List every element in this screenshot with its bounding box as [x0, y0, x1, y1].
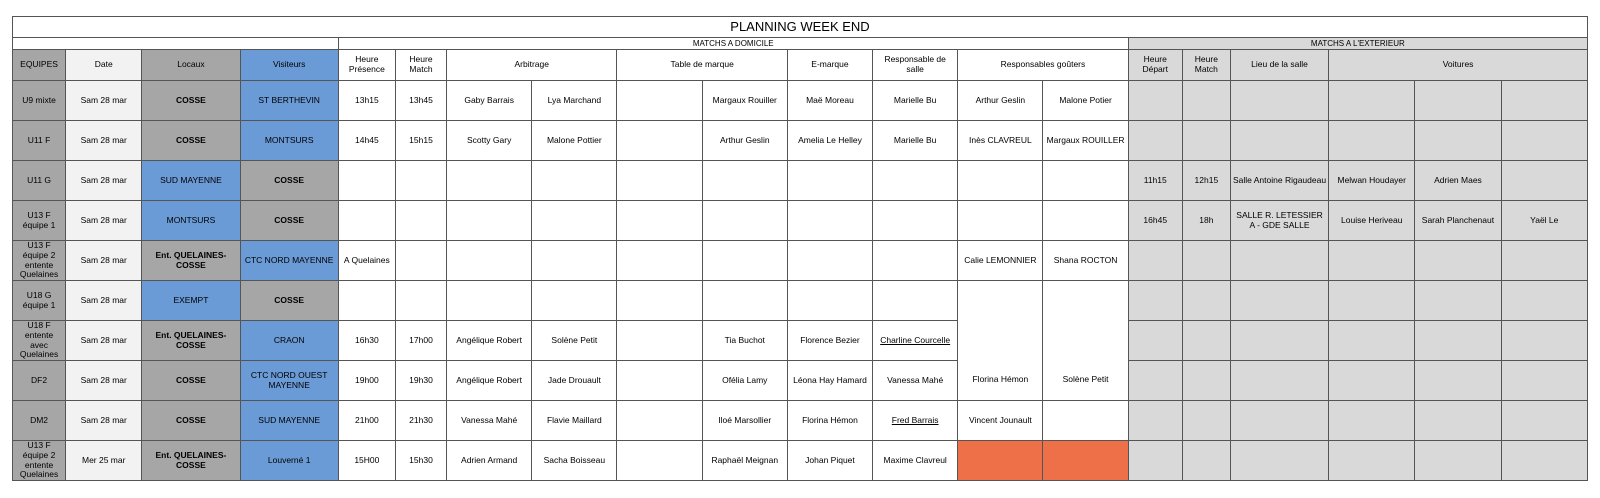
cell-table-marque-1 [617, 201, 702, 241]
cell-table-marque-2: Tia Buchot [702, 321, 787, 361]
cell-arbitre-2 [532, 201, 617, 241]
cell-gouter-2: Shana ROCTON [1043, 241, 1128, 281]
cell-heure-match: 13h45 [395, 81, 446, 121]
cell-date: Sam 28 mar [66, 121, 142, 161]
table-row [13, 241, 1588, 281]
cell-voiture-3 [1501, 241, 1587, 281]
cell-heure-match-ext [1182, 401, 1230, 441]
cell-gouter-2 [1043, 201, 1128, 241]
cell-visiteurs: MONTSURS [240, 121, 338, 161]
cell-heure-depart [1128, 121, 1182, 161]
cell-e-marque: Johan Piquet [787, 441, 872, 481]
cell-date: Sam 28 mar [66, 161, 142, 201]
cell-gouter-1: Calie LEMONNIER [958, 241, 1043, 281]
cell-arbitre-1: Angélique Robert [447, 321, 532, 361]
header-locaux: Locaux [142, 50, 240, 81]
cell-heure-depart [1128, 401, 1182, 441]
cell-table-marque-1 [617, 241, 702, 281]
header-e-marque: E-marque [787, 50, 872, 81]
cell-table-marque-1 [617, 81, 702, 121]
cell-voiture-3 [1501, 401, 1587, 441]
cell-voiture-1 [1329, 321, 1415, 361]
cell-responsable-salle: Fred Barrais [873, 401, 958, 441]
section-blank [13, 38, 339, 50]
cell-arbitre-1 [447, 201, 532, 241]
cell-responsable-salle: Marielle Bu [873, 121, 958, 161]
cell-table-marque-2 [702, 201, 787, 241]
cell-heure-depart [1128, 361, 1182, 401]
header-equipes: EQUIPES [13, 50, 66, 81]
planning-table [12, 16, 1588, 481]
cell-date: Sam 28 mar [66, 321, 142, 361]
cell-date: Sam 28 mar [66, 201, 142, 241]
cell-arbitre-1: Angélique Robert [447, 361, 532, 401]
cell-gouter-1 [958, 201, 1043, 241]
cell-responsable-salle: Charline Courcelle [873, 321, 958, 361]
cell-gouter-1: Inès CLAVREUL [958, 121, 1043, 161]
cell-heure-match-ext [1182, 441, 1230, 481]
header-table-de-marque: Table de marque [617, 50, 787, 81]
cell-visiteurs: COSSE [240, 281, 338, 321]
cell-heure-match-ext: 12h15 [1182, 161, 1230, 201]
cell-responsable-salle [873, 161, 958, 201]
cell-gouter-2 [1043, 321, 1128, 361]
table-row [13, 441, 1588, 481]
cell-heure-presence: 16h30 [338, 321, 395, 361]
cell-heure-match-ext [1182, 361, 1230, 401]
cell-heure-match [395, 201, 446, 241]
cell-date: Mer 25 mar [66, 441, 142, 481]
cell-responsable-salle [873, 201, 958, 241]
cell-gouter-1 [958, 161, 1043, 201]
cell-table-marque-2: Ofélia Lamy [702, 361, 787, 401]
cell-table-marque-2: Margaux Rouiller [702, 81, 787, 121]
cell-heure-match: 17h00 [395, 321, 446, 361]
cell-date: Sam 28 mar [66, 241, 142, 281]
cell-heure-presence [338, 281, 395, 321]
cell-voiture-1 [1329, 281, 1415, 321]
header-heure-match-ext: Heure Match [1182, 50, 1230, 81]
cell-heure-presence: 13h15 [338, 81, 395, 121]
cell-heure-match: 19h30 [395, 361, 446, 401]
cell-visiteurs: CTC NORD MAYENNE [240, 241, 338, 281]
cell-responsable-salle: Maxime Clavreul [873, 441, 958, 481]
header-visiteurs: Visiteurs [240, 50, 338, 81]
cell-gouter-2: Solène Petit [1043, 361, 1128, 401]
cell-heure-match-ext [1182, 121, 1230, 161]
header-heure-match: Heure Match [395, 50, 446, 81]
cell-voiture-3: Yaël Le [1501, 201, 1587, 241]
cell-heure-presence: 19h00 [338, 361, 395, 401]
cell-locaux: Ent. QUELAINES-COSSE [142, 241, 240, 281]
cell-equipe: U13 F équipe 1 [13, 201, 66, 241]
cell-gouter-2 [1043, 441, 1128, 481]
cell-date: Sam 28 mar [66, 361, 142, 401]
header-arbitrage: Arbitrage [447, 50, 617, 81]
cell-voiture-2 [1415, 121, 1501, 161]
cell-gouter-2: Malone Potier [1043, 81, 1128, 121]
cell-gouter-2 [1043, 281, 1128, 321]
table-row [13, 161, 1588, 201]
cell-heure-depart [1128, 241, 1182, 281]
cell-equipe: U11 F [13, 121, 66, 161]
cell-heure-depart: 16h45 [1128, 201, 1182, 241]
cell-gouter-1 [958, 281, 1043, 321]
cell-heure-presence: 15H00 [338, 441, 395, 481]
cell-lieu-salle [1230, 81, 1328, 121]
cell-table-marque-2 [702, 161, 787, 201]
cell-locaux: COSSE [142, 121, 240, 161]
cell-voiture-1: Melwan Houdayer [1329, 161, 1415, 201]
cell-voiture-1 [1329, 441, 1415, 481]
cell-gouter-1: Florina Hémon [958, 361, 1043, 401]
cell-responsable-salle: Vanessa Mahé [873, 361, 958, 401]
cell-arbitre-2: Malone Pottier [532, 121, 617, 161]
table-row [13, 361, 1588, 401]
cell-arbitre-1 [447, 241, 532, 281]
page-title: PLANNING WEEK END [13, 17, 1588, 38]
cell-locaux: EXEMPT [142, 281, 240, 321]
cell-voiture-1 [1329, 241, 1415, 281]
cell-arbitre-2 [532, 241, 617, 281]
cell-table-marque-2 [702, 281, 787, 321]
cell-voiture-1 [1329, 361, 1415, 401]
cell-heure-match-ext: 18h [1182, 201, 1230, 241]
cell-arbitre-2: Solène Petit [532, 321, 617, 361]
cell-equipe: U13 F équipe 2 entente Quelaines [13, 241, 66, 281]
cell-voiture-3 [1501, 441, 1587, 481]
cell-arbitre-2: Jade Drouault [532, 361, 617, 401]
table-row [13, 281, 1588, 321]
cell-equipe: U18 G équipe 1 [13, 281, 66, 321]
cell-heure-match-ext [1182, 241, 1230, 281]
cell-equipe: U9 mixte [13, 81, 66, 121]
cell-table-marque-1 [617, 121, 702, 161]
cell-voiture-2 [1415, 321, 1501, 361]
cell-arbitre-2 [532, 161, 617, 201]
header-heure-depart: Heure Départ [1128, 50, 1182, 81]
cell-voiture-3 [1501, 361, 1587, 401]
cell-e-marque: Maë Moreau [787, 81, 872, 121]
cell-voiture-1 [1329, 121, 1415, 161]
cell-heure-presence [338, 161, 395, 201]
cell-arbitre-1: Scotty Gary [447, 121, 532, 161]
cell-voiture-1 [1329, 81, 1415, 121]
cell-table-marque-1 [617, 361, 702, 401]
cell-e-marque [787, 241, 872, 281]
cell-voiture-2 [1415, 361, 1501, 401]
cell-heure-presence: 14h45 [338, 121, 395, 161]
cell-table-marque-1 [617, 401, 702, 441]
cell-locaux: SUD MAYENNE [142, 161, 240, 201]
cell-date: Sam 28 mar [66, 81, 142, 121]
cell-lieu-salle: SALLE R. LETESSIER A - GDE SALLE [1230, 201, 1328, 241]
cell-arbitre-2: Lya Marchand [532, 81, 617, 121]
cell-e-marque: Amelia Le Helley [787, 121, 872, 161]
cell-locaux: COSSE [142, 81, 240, 121]
cell-locaux: Ent. QUELAINES-COSSE [142, 441, 240, 481]
cell-table-marque-2: Iloé Marsollier [702, 401, 787, 441]
cell-visiteurs: ST BERTHEVIN [240, 81, 338, 121]
cell-e-marque: Florence Bezier [787, 321, 872, 361]
header-responsable-salle: Responsable de salle [873, 50, 958, 81]
cell-arbitre-2: Sacha Boisseau [532, 441, 617, 481]
cell-voiture-2: Adrien Maes [1415, 161, 1501, 201]
cell-equipe: U11 G [13, 161, 66, 201]
cell-gouter-2 [1043, 401, 1128, 441]
cell-lieu-salle [1230, 241, 1328, 281]
cell-lieu-salle [1230, 361, 1328, 401]
cell-table-marque-2: Arthur Geslin [702, 121, 787, 161]
cell-heure-presence: A Quelaines [338, 241, 395, 281]
cell-voiture-2 [1415, 81, 1501, 121]
cell-lieu-salle: Salle Antoine Rigaudeau [1230, 161, 1328, 201]
cell-equipe: DM2 [13, 401, 66, 441]
cell-e-marque: Léona Hay Hamard [787, 361, 872, 401]
cell-heure-match: 15h15 [395, 121, 446, 161]
cell-visiteurs: COSSE [240, 201, 338, 241]
cell-heure-depart [1128, 81, 1182, 121]
cell-arbitre-1: Adrien Armand [447, 441, 532, 481]
cell-voiture-2 [1415, 441, 1501, 481]
cell-table-marque-2 [702, 241, 787, 281]
section-home-matches: MATCHS A DOMICILE [338, 38, 1128, 50]
cell-locaux: COSSE [142, 401, 240, 441]
header-responsables-gouters: Responsables goûters [958, 50, 1128, 81]
cell-responsable-salle [873, 241, 958, 281]
cell-arbitre-1 [447, 281, 532, 321]
cell-table-marque-2: Raphaël Meignan [702, 441, 787, 481]
cell-voiture-2 [1415, 401, 1501, 441]
cell-arbitre-1: Gaby Barrais [447, 81, 532, 121]
cell-heure-presence: 21h00 [338, 401, 395, 441]
cell-visiteurs: CRAON [240, 321, 338, 361]
cell-heure-depart: 11h15 [1128, 161, 1182, 201]
cell-lieu-salle [1230, 281, 1328, 321]
cell-lieu-salle [1230, 401, 1328, 441]
cell-responsable-salle [873, 281, 958, 321]
cell-voiture-1 [1329, 401, 1415, 441]
cell-heure-match-ext [1182, 321, 1230, 361]
header-heure-presence: Heure Présence [338, 50, 395, 81]
cell-gouter-1: Vincent Jounault [958, 401, 1043, 441]
cell-e-marque [787, 201, 872, 241]
cell-equipe: U18 F entente avec Quelaines [13, 321, 66, 361]
cell-equipe: DF2 [13, 361, 66, 401]
cell-heure-depart [1128, 281, 1182, 321]
cell-e-marque [787, 281, 872, 321]
cell-arbitre-1 [447, 161, 532, 201]
cell-locaux: COSSE [142, 361, 240, 401]
cell-heure-match [395, 241, 446, 281]
cell-heure-match-ext [1182, 281, 1230, 321]
table-row [13, 401, 1588, 441]
cell-voiture-3 [1501, 81, 1587, 121]
cell-voiture-2: Sarah Planchenaut [1415, 201, 1501, 241]
cell-locaux: MONTSURS [142, 201, 240, 241]
cell-heure-depart [1128, 441, 1182, 481]
header-lieu-salle: Lieu de la salle [1230, 50, 1328, 81]
cell-lieu-salle [1230, 441, 1328, 481]
cell-voiture-3 [1501, 281, 1587, 321]
cell-table-marque-1 [617, 281, 702, 321]
cell-heure-match-ext [1182, 81, 1230, 121]
table-row [13, 321, 1588, 361]
cell-date: Sam 28 mar [66, 401, 142, 441]
cell-heure-match: 15h30 [395, 441, 446, 481]
cell-table-marque-1 [617, 321, 702, 361]
section-away-matches: MATCHS A L'EXTERIEUR [1128, 38, 1587, 50]
table-row [13, 201, 1588, 241]
cell-visiteurs: SUD MAYENNE [240, 401, 338, 441]
cell-heure-match: 21h30 [395, 401, 446, 441]
cell-voiture-3 [1501, 321, 1587, 361]
cell-arbitre-1: Vanessa Mahé [447, 401, 532, 441]
cell-heure-presence [338, 201, 395, 241]
cell-equipe: U13 F équipe 2 entente Quelaines [13, 441, 66, 481]
cell-voiture-3 [1501, 121, 1587, 161]
table-row [13, 81, 1588, 121]
header-date: Date [66, 50, 142, 81]
cell-visiteurs: Louverné 1 [240, 441, 338, 481]
cell-voiture-2 [1415, 281, 1501, 321]
header-voitures: Voitures [1329, 50, 1588, 81]
cell-e-marque: Florina Hémon [787, 401, 872, 441]
cell-voiture-1: Louise Heriveau [1329, 201, 1415, 241]
cell-lieu-salle [1230, 121, 1328, 161]
cell-gouter-1 [958, 321, 1043, 361]
cell-gouter-1: Arthur Geslin [958, 81, 1043, 121]
cell-gouter-2: Margaux ROUILLER [1043, 121, 1128, 161]
cell-gouter-1 [958, 441, 1043, 481]
cell-voiture-2 [1415, 241, 1501, 281]
table-row [13, 121, 1588, 161]
cell-arbitre-2: Flavie Maillard [532, 401, 617, 441]
cell-heure-depart [1128, 321, 1182, 361]
cell-visiteurs: CTC NORD OUEST MAYENNE [240, 361, 338, 401]
cell-responsable-salle: Marielle Bu [873, 81, 958, 121]
cell-e-marque [787, 161, 872, 201]
cell-arbitre-2 [532, 281, 617, 321]
cell-table-marque-1 [617, 441, 702, 481]
cell-table-marque-1 [617, 161, 702, 201]
cell-visiteurs: COSSE [240, 161, 338, 201]
cell-date: Sam 28 mar [66, 281, 142, 321]
cell-heure-match [395, 281, 446, 321]
cell-voiture-3 [1501, 161, 1587, 201]
cell-locaux: Ent. QUELAINES-COSSE [142, 321, 240, 361]
cell-heure-match [395, 161, 446, 201]
cell-gouter-2 [1043, 161, 1128, 201]
cell-lieu-salle [1230, 321, 1328, 361]
